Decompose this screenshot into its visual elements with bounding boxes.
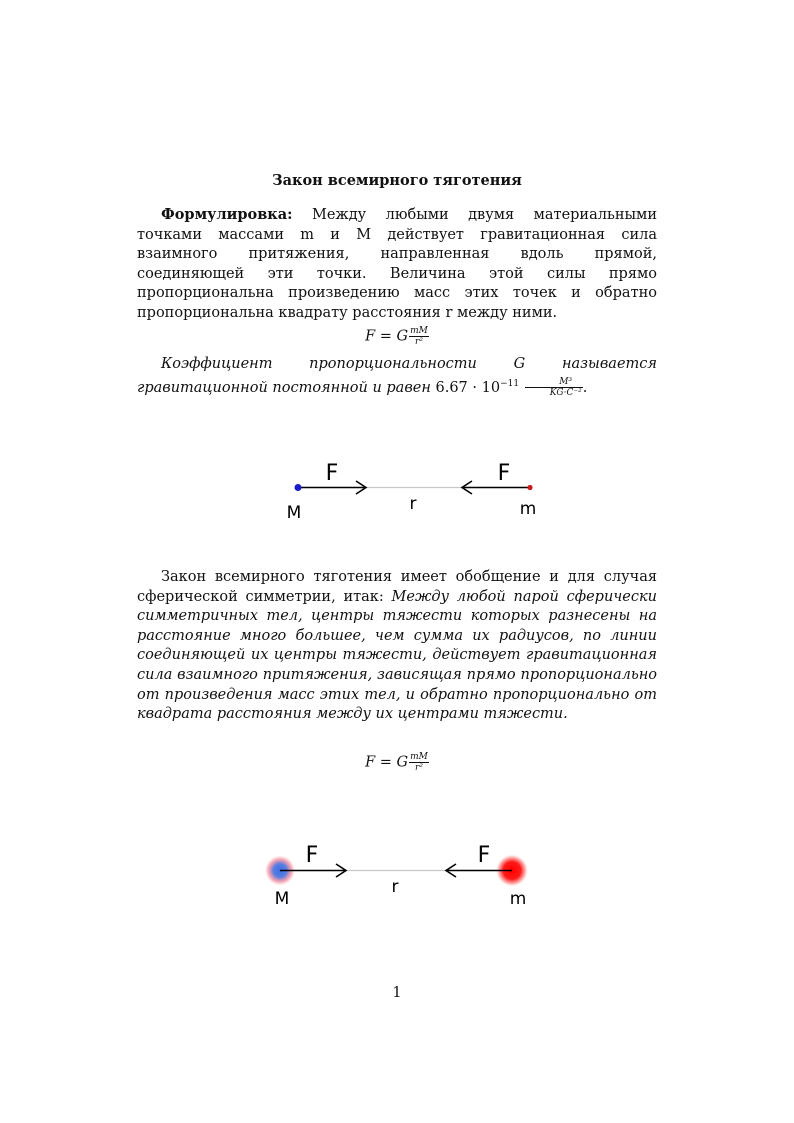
constant-value: 6.67 · 10 <box>435 379 501 396</box>
constant-unit-numerator: M³ <box>525 377 583 388</box>
force-label-left-2: F <box>305 843 319 868</box>
gravity-formula-2 <box>0 752 794 773</box>
formula2-numerator: mM <box>410 752 428 762</box>
generalization-statement: Между любой парой сферически симметричных тел, центры тяжести которых разнесены на расстояние много большее, чем сумма их радиусов, по линии соединяющей их центры тяжести, действует гравитационная сила взаимного притяжения, зависящая прямо пропорционально от произведения масс этих тел, и обратно пропорционально от квадрата расстояния между их центрами тяжести. <box>137 588 657 723</box>
constant-exponent: −11 <box>500 378 520 389</box>
formulation-lead: Формулировка: <box>161 206 293 223</box>
mass-point-right <box>527 485 532 490</box>
formula-numerator: mM <box>410 326 428 336</box>
formula2-denominator: r² <box>415 763 423 773</box>
constant-text: Коэффициент пропорциональности G называется гравитационной постоянной и равен <box>137 356 657 396</box>
point-mass-diagram <box>0 450 794 530</box>
formulation-text: Между любыми двумя материальными точками массами m и M действует гравитационная сила взаимного притяжения, направленная вдоль прямой, соединяющей эти точки. Величина этой силы прямо пропорциональна произведению масс этих точек и обратно пропорциональна квадрату расстояния r между ними. <box>137 207 657 321</box>
formula-lhs: F = G <box>365 328 409 345</box>
constant-paragraph <box>137 355 657 398</box>
formula-fraction <box>409 326 429 347</box>
formula-denominator: r² <box>415 337 423 347</box>
force-label-right-2: F <box>477 843 491 868</box>
mass-label-left-2: M <box>274 889 290 909</box>
mass-label-left: M <box>286 503 302 523</box>
generalization-paragraph <box>137 568 657 725</box>
mass-point-left <box>295 484 302 491</box>
distance-label-2: r <box>391 877 399 897</box>
force-label-left: F <box>325 461 339 486</box>
distance-label: r <box>409 494 417 514</box>
document-title: Закон всемирного тяготения <box>272 172 522 189</box>
constant-unit <box>525 377 583 398</box>
constant-unit-denominator: KG·C⁻² <box>549 387 582 398</box>
formula2-lhs: F = G <box>365 754 409 771</box>
constant-end: . <box>582 379 588 396</box>
force-label-right: F <box>497 461 511 486</box>
mass-label-right-2: m <box>509 889 527 909</box>
page-number: 1 <box>392 985 402 1001</box>
mass-label-right: m <box>519 499 537 519</box>
formulation-paragraph <box>137 205 657 324</box>
sphere-diagram <box>0 830 794 915</box>
generalization-text: Закон всемирного тяготения имеет обобщение и для случая сферической симметрии, итак: <box>137 569 657 605</box>
gravity-formula <box>0 326 794 347</box>
formula2-fraction <box>409 752 429 773</box>
